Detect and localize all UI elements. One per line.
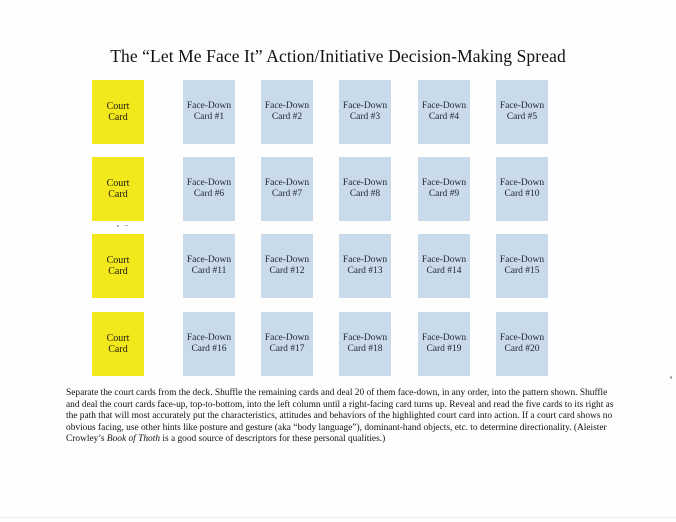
face-down-card bbox=[261, 157, 313, 221]
face-down-card-label: Card #9 bbox=[428, 189, 460, 199]
face-down-card-label: Face-Down bbox=[499, 178, 545, 188]
face-down-card-label: Face-Down bbox=[264, 333, 310, 343]
face-down-card-label: Face-Down bbox=[264, 178, 310, 188]
face-down-card bbox=[261, 80, 313, 144]
scan-speck bbox=[117, 225, 119, 227]
face-down-card-label: Face-Down bbox=[186, 178, 232, 188]
court-card bbox=[92, 157, 144, 221]
face-down-card-label: Card #10 bbox=[504, 189, 540, 199]
face-down-card bbox=[183, 234, 235, 298]
face-down-card-label: Card #18 bbox=[347, 344, 383, 354]
court-card bbox=[92, 312, 144, 376]
face-down-card-label: Card #1 bbox=[193, 112, 225, 122]
face-down-card-label: Face-Down bbox=[421, 101, 467, 111]
face-down-card-label: Face-Down bbox=[264, 255, 310, 265]
face-down-card-label: Card #19 bbox=[426, 344, 462, 354]
face-down-card-label: Face-Down bbox=[186, 255, 232, 265]
face-down-card-label: Card #7 bbox=[271, 189, 303, 199]
face-down-card bbox=[339, 234, 391, 298]
face-down-card-label: Card #6 bbox=[193, 189, 225, 199]
court-card-label: Court bbox=[106, 254, 130, 266]
face-down-card-label: Face-Down bbox=[264, 101, 310, 111]
scan-speck bbox=[125, 225, 128, 226]
face-down-card bbox=[339, 80, 391, 144]
face-down-card-label: Card #15 bbox=[504, 266, 540, 276]
face-down-card bbox=[339, 157, 391, 221]
face-down-card-label: Card #13 bbox=[347, 266, 383, 276]
face-down-card bbox=[418, 234, 470, 298]
face-down-card-label: Card #4 bbox=[428, 112, 460, 122]
face-down-card bbox=[183, 157, 235, 221]
face-down-card bbox=[418, 80, 470, 144]
instructions-text-part2: is a good source of descriptors for these personal qualities.) bbox=[160, 434, 386, 445]
face-down-card bbox=[261, 234, 313, 298]
court-card-label: Card bbox=[108, 189, 128, 200]
face-down-card-label: Face-Down bbox=[421, 333, 467, 343]
face-down-card-label: Face-Down bbox=[499, 333, 545, 343]
face-down-card-label: Face-Down bbox=[499, 255, 545, 265]
face-down-card bbox=[496, 157, 548, 221]
court-card bbox=[92, 234, 144, 298]
face-down-card-label: Face-Down bbox=[186, 101, 232, 111]
court-card-label: Court bbox=[106, 177, 130, 189]
face-down-card-label: Card #8 bbox=[349, 189, 381, 199]
face-down-card bbox=[496, 234, 548, 298]
face-down-card bbox=[339, 312, 391, 376]
page-title: The “Let Me Face It” Action/Initiative Decision-Making Spread bbox=[110, 46, 566, 66]
face-down-card-label: Card #3 bbox=[349, 112, 381, 122]
face-down-card-label: Face-Down bbox=[342, 333, 388, 343]
court-card bbox=[92, 80, 144, 144]
face-down-card bbox=[496, 312, 548, 376]
face-down-card-label: Face-Down bbox=[342, 255, 388, 265]
face-down-card-label: Face-Down bbox=[421, 178, 467, 188]
face-down-card-label: Face-Down bbox=[499, 101, 545, 111]
face-down-card bbox=[183, 80, 235, 144]
face-down-card bbox=[183, 312, 235, 376]
face-down-card-label: Card #16 bbox=[191, 344, 227, 354]
face-down-card-label: Card #12 bbox=[269, 266, 305, 276]
court-card-label: Card bbox=[108, 344, 128, 355]
face-down-card-label: Card #5 bbox=[506, 112, 538, 122]
face-down-card-label: Face-Down bbox=[342, 101, 388, 111]
court-card-label: Court bbox=[106, 100, 130, 112]
face-down-card-label: Face-Down bbox=[342, 178, 388, 188]
face-down-card-label: Card #20 bbox=[504, 344, 540, 354]
face-down-card-label: Face-Down bbox=[186, 333, 232, 343]
court-card-label: Card bbox=[108, 266, 128, 277]
court-card-label: Card bbox=[108, 112, 128, 123]
instructions-text-part1: Separate the court cards from the deck. Shuffle the remaining cards and deal 20 of them face-down, in any order, into the pattern shown. Shuffle and deal the court cards face-up, top-to-bottom, into the left column until a right-facing card turns up. Reveal and read the five cards to its right as the path that will most accurately put the characteristics, attitudes and behaviors of the highlighted court card into action. If a court card shows no obvious facing, use other hints like posture and gesture (aka “body language”), dominant-hand objects, etc. to determine directionality. (Aleister Crowley’s bbox=[66, 388, 614, 445]
face-down-card bbox=[496, 80, 548, 144]
face-down-card bbox=[261, 312, 313, 376]
face-down-card-label: Card #2 bbox=[271, 112, 303, 122]
book-title: Book of Thoth bbox=[106, 434, 161, 445]
face-down-card-label: Card #11 bbox=[191, 266, 227, 276]
face-down-card bbox=[418, 157, 470, 221]
face-down-card bbox=[418, 312, 470, 376]
face-down-card-label: Card #17 bbox=[269, 344, 305, 354]
court-card-label: Court bbox=[106, 332, 130, 344]
instructions-paragraph bbox=[66, 388, 618, 446]
scan-speck bbox=[670, 376, 672, 379]
face-down-card-label: Card #14 bbox=[426, 266, 462, 276]
face-down-card-label: Face-Down bbox=[421, 255, 467, 265]
scan-edge-line bbox=[0, 517, 676, 518]
